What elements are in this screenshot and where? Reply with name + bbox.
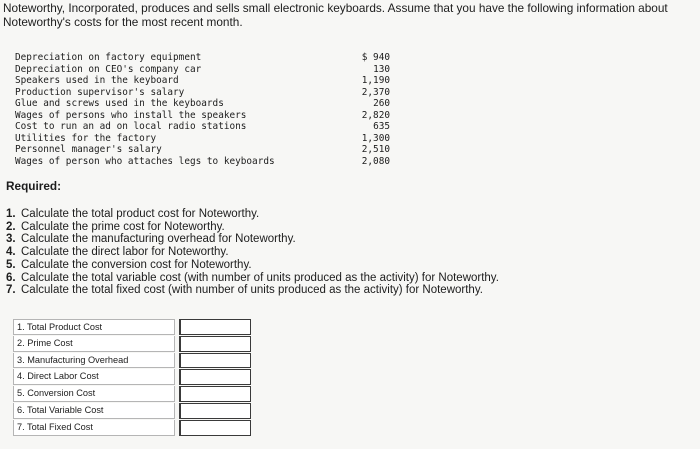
- required-item-text: Calculate the total product cost for Noteworthy.: [21, 208, 260, 220]
- required-item-number: 1.: [6, 208, 16, 220]
- cost-amount: $ 940: [361, 52, 390, 63]
- required-item: [6, 246, 499, 259]
- cost-row: [15, 110, 390, 122]
- required-item-number: 4.: [6, 246, 16, 259]
- required-item: [6, 233, 499, 246]
- cost-amount: 1,300: [361, 132, 390, 144]
- answer-row-conversion-cost: [13, 386, 251, 403]
- cost-row: [15, 75, 390, 87]
- cost-amount: 2,820: [361, 109, 390, 121]
- required-item-text: Calculate the conversion cost for Noteworthy.: [21, 258, 252, 271]
- required-item-text: Calculate the prime cost for Noteworthy.: [21, 220, 225, 233]
- answer-row-total-variable-cost: [13, 403, 251, 420]
- cost-label: Cost to run an ad on local radio stations: [15, 121, 247, 132]
- total-variable-cost-input[interactable]: [179, 403, 251, 419]
- required-item-text: Calculate the manufacturing overhead for Noteworthy.: [21, 233, 296, 246]
- cost-amount: 2,370: [361, 86, 390, 98]
- required-item-text: Calculate the direct labor for Noteworthy.: [21, 246, 229, 259]
- answer-row-manufacturing-overhead: [13, 353, 251, 370]
- cost-amount: 260: [373, 98, 390, 109]
- required-item: [6, 221, 499, 234]
- required-heading: Required:: [6, 179, 62, 193]
- cost-label: Speakers used in the keyboard: [15, 75, 179, 86]
- cost-label: Wages of persons who install the speakers: [15, 109, 247, 121]
- cost-label: Depreciation on CEO's company car: [15, 63, 202, 75]
- answer-row-total-product-cost: [13, 319, 251, 336]
- required-item-text: Calculate the total fixed cost (with number of units produced as the activity) for Noteworthy.: [21, 284, 483, 297]
- answer-label: 5. Conversion Cost: [13, 386, 175, 402]
- intro-line-2: Noteworthy's costs for the most recent month.: [3, 15, 243, 29]
- required-item-number: 6.: [6, 271, 16, 284]
- cost-row: [15, 98, 390, 110]
- direct-labor-cost-input[interactable]: [179, 369, 251, 385]
- total-fixed-cost-input[interactable]: [179, 420, 251, 436]
- cost-row: [15, 64, 390, 76]
- cost-amount: 1,190: [361, 75, 390, 86]
- cost-row: [15, 156, 390, 168]
- cost-row: [15, 144, 390, 156]
- cost-amount: 2,510: [361, 144, 390, 155]
- required-item: [6, 272, 499, 285]
- answer-label: 1. Total Product Cost: [13, 319, 175, 335]
- required-item-text: Calculate the total variable cost (with number of units produced as the activity) for Noteworthy.: [21, 271, 499, 284]
- cost-amount: 2,080: [361, 155, 390, 167]
- required-item: [6, 284, 499, 297]
- manufacturing-overhead-input[interactable]: [179, 353, 251, 369]
- cost-label: Utilities for the factory: [15, 132, 157, 144]
- answer-table: [13, 319, 251, 437]
- answer-label: 2. Prime Cost: [13, 336, 175, 352]
- cost-label: Depreciation on factory equipment: [15, 52, 202, 63]
- required-item-number: 3.: [6, 233, 16, 246]
- cost-row: [15, 121, 390, 133]
- cost-row: [15, 133, 390, 145]
- cost-amount: 635: [373, 121, 390, 132]
- required-item: [6, 259, 499, 272]
- conversion-cost-input[interactable]: [179, 386, 251, 402]
- answer-row-total-fixed-cost: [13, 420, 251, 437]
- answer-label: 7. Total Fixed Cost: [13, 420, 175, 436]
- total-product-cost-input[interactable]: [179, 319, 251, 335]
- required-item-number: 7.: [6, 284, 16, 297]
- cost-label: Production supervisor's salary: [15, 86, 185, 98]
- intro-line-1: Noteworthy, Incorporated, produces and sells small electronic keyboards. Assume that you have the following information about: [3, 1, 668, 15]
- cost-label: Wages of person who attaches legs to keyboards: [15, 155, 275, 167]
- required-list: [6, 208, 499, 297]
- required-item: [6, 208, 499, 221]
- answer-label: 3. Manufacturing Overhead: [13, 353, 175, 369]
- answer-label: 6. Total Variable Cost: [13, 403, 175, 419]
- answer-row-prime-cost: [13, 336, 251, 353]
- cost-label: Glue and screws used in the keyboards: [15, 98, 224, 109]
- prime-cost-input[interactable]: [179, 336, 251, 352]
- cost-row: [15, 52, 390, 64]
- required-item-number: 2.: [6, 220, 16, 233]
- cost-amount: 130: [373, 63, 390, 75]
- cost-row: [15, 87, 390, 99]
- cost-list: [15, 52, 390, 167]
- required-item-number: 5.: [6, 258, 16, 271]
- answer-label: 4. Direct Labor Cost: [13, 369, 175, 385]
- cost-label: Personnel manager's salary: [15, 144, 162, 155]
- answer-row-direct-labor-cost: [13, 369, 251, 386]
- problem-intro: [3, 1, 693, 29]
